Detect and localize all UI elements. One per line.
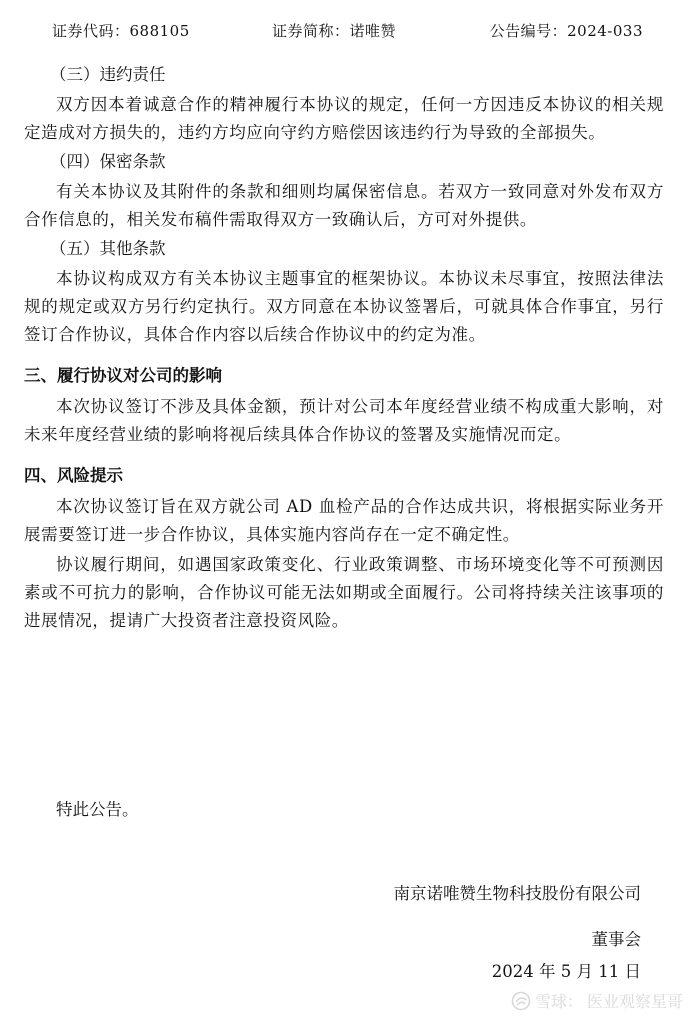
subsection-heading: （四）保密条款 <box>50 152 166 171</box>
signature-date: 2024 年 5 月 11 日 <box>491 962 641 981</box>
paragraph: 本协议构成双方有关本协议主题事宜的框架协议。本协议未尽事宜，按照法律法规的规定或双方另行约定执行。双方同意在本协议签署后，可就具体合作事宜，另行签订合作协议，具体合作内容以后续合作协议中的约定为准。 <box>24 269 664 344</box>
paragraph: 本次协议签订旨在双方就公司 AD 血检产品的合作达成共识，将根据实际业务开展需要签订进一步合作协议，具体实施内容尚存在一定不确定性。 <box>24 497 664 544</box>
paragraph: 协议履行期间，如遇国家政策变化、行业政策调整、市场环境变化等不可预测因素或不可抗力的影响，合作协议可能无法如期或全面履行。公司将持续关注该事项的进展情况，提请广大投资者注意投资风险。 <box>24 555 664 630</box>
paragraph: 本次协议签订不涉及具体金额，预计对公司本年度经营业绩不构成重大影响，对未来年度经营业绩的影响将视后续具体合作协议的签署及实施情况而定。 <box>24 397 664 444</box>
watermark <box>511 989 683 1012</box>
paragraph: 双方因本着诚意合作的精神履行本协议的规定，任何一方因违反本协议的相关规定造成对方损失的，违约方均应向守约方赔偿因该违约行为导致的全部损失。 <box>24 95 664 142</box>
subsection-heading: （三）违约责任 <box>50 65 166 84</box>
snowball-logo-icon <box>511 991 531 1011</box>
closing-statement: 特此公告。 <box>56 800 139 819</box>
signature-company: 南京诺唯赞生物科技股份有限公司 <box>393 884 641 903</box>
signature-board: 董事会 <box>591 930 641 949</box>
stock-short-name: 证券简称：诺唯赞 <box>272 22 397 40</box>
announcement-number: 公告编号：2024-033 <box>489 22 643 40</box>
paragraph: 有关本协议及其附件的条款和细则均属保密信息。若双方一致同意对外发布双方合作信息的，相关发布稿件需取得双方一致确认后，方可对外提供。 <box>24 182 664 229</box>
announcement-header <box>52 20 643 44</box>
watermark-author: 医业观察星哥 <box>586 992 683 1011</box>
section-heading: 三、履行协议对公司的影响 <box>24 366 222 385</box>
section-heading: 四、风险提示 <box>24 466 123 485</box>
subsection-heading: （五）其他条款 <box>50 239 166 258</box>
document-body <box>24 62 664 637</box>
watermark-brand: 雪球： <box>534 992 583 1011</box>
stock-code: 证券代码：688105 <box>52 22 190 40</box>
